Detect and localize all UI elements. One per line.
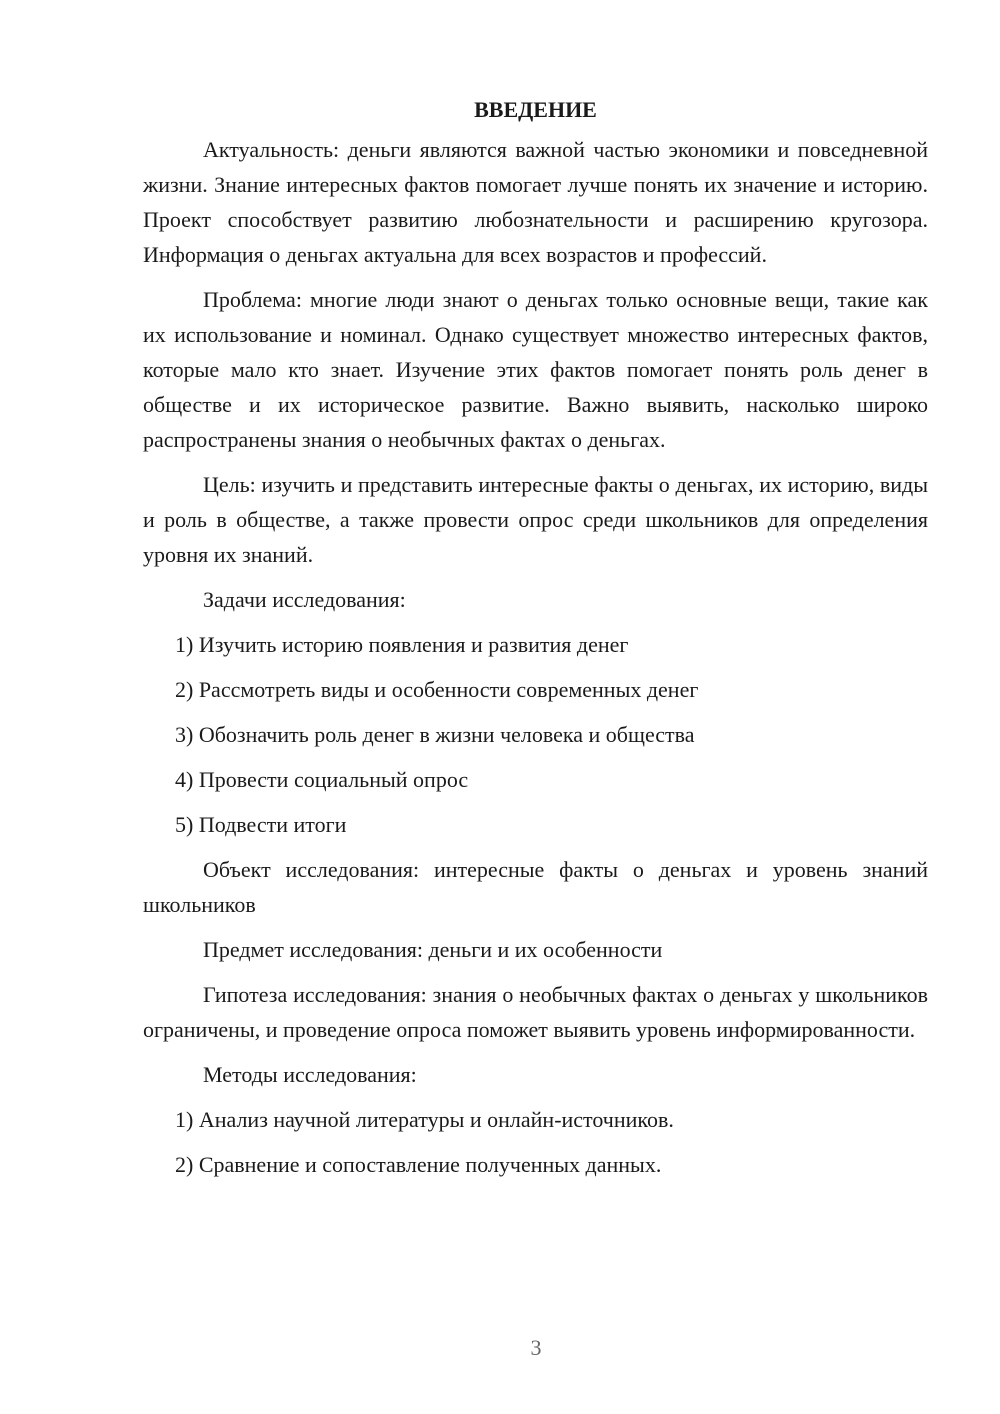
task-item: 3) Обозначить роль денег в жизни человека и общества	[175, 722, 695, 747]
problem-paragraph: Проблема: многие люди знают о деньгах только основные вещи, такие как их использование и номинал. Однако существует множество интересных фактов, которые мало кто знает. Изучение этих фактов помогает понять роль денег в обществе и их историческое развитие. Важно выявить, насколько широко распространены знания о необычных фактах о деньгах.	[143, 287, 928, 452]
method-item: 2) Сравнение и сопоставление полученных данных.	[175, 1152, 662, 1177]
relevance-paragraph: Актуальность: деньги являются важной частью экономики и повседневной жизни. Знание интересных фактов помогает лучше понять их значение и историю. Проект способствует развитию любознательности и расширению кругозора. Информация о деньгах актуальна для всех возрастов и профессий.	[143, 137, 928, 267]
task-item: 4) Провести социальный опрос	[175, 767, 469, 792]
subject-paragraph: Предмет исследования: деньги и их особенности	[203, 937, 663, 962]
document-body	[143, 92, 928, 1192]
object-paragraph: Объект исследования: интересные факты о деньгах и уровень знаний школьников	[143, 857, 928, 917]
hypothesis-paragraph: Гипотеза исследования: знания о необычных фактах о деньгах у школьников ограничены, и проведение опроса поможет выявить уровень информированности.	[143, 982, 928, 1042]
page-number: 3	[530, 1335, 542, 1360]
task-item: 2) Рассмотреть виды и особенности современных денег	[175, 677, 699, 702]
method-item: 1) Анализ научной литературы и онлайн-источников.	[175, 1107, 674, 1132]
goal-paragraph: Цель: изучить и представить интересные факты о деньгах, их историю, виды и роль в обществе, а также провести опрос среди школьников для определения уровня их знаний.	[143, 472, 928, 567]
task-item: 5) Подвести итоги	[175, 812, 347, 837]
section-title: ВВЕДЕНИЕ	[474, 97, 597, 122]
task-item: 1) Изучить историю появления и развития денег	[175, 632, 629, 657]
tasks-heading: Задачи исследования:	[203, 587, 406, 612]
methods-heading: Методы исследования:	[203, 1062, 417, 1087]
